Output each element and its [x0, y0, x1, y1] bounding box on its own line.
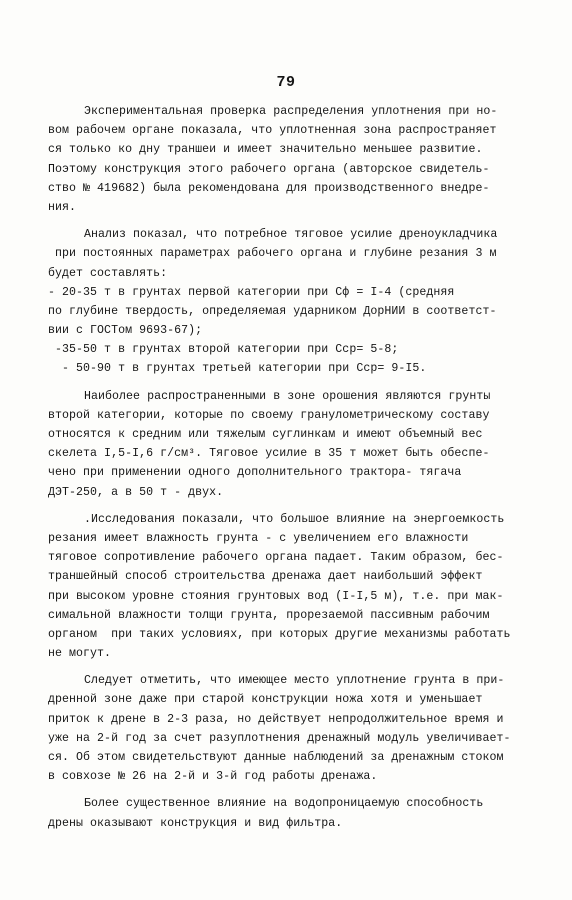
text-line: Наиболее распространенными в зоне орошения являются грунты — [84, 389, 491, 403]
text-line: по глубине твердость, определяемая ударником ДорНИИ в соответст- — [48, 304, 497, 318]
text-line: Более существенное влияние на водопроницаемую способность — [84, 797, 484, 811]
text-line: -35-50 т в грунтах второй категории при Сср= 5-8; — [48, 343, 399, 357]
text-line: при постоянных параметрах рабочего органа и глубине резания 3 м — [48, 247, 497, 261]
text-line: симальной влажности толщи грунта, прорезаемой пассивным рабочим — [48, 608, 490, 622]
text-line: тяговое сопротивление рабочего органа падает. Таким образом, бес- — [48, 551, 504, 565]
text-line: ся. Об этом свидетельствуют данные наблюдений за дренажным стоком — [48, 751, 504, 764]
paragraph-gap — [48, 663, 528, 671]
text-line: дренной зоне даже при старой конструкции ножа хотя и уменьшает — [48, 693, 483, 707]
text-line: вом рабочем органе показала, что уплотненная зона распространяет — [48, 124, 497, 138]
text-line: приток к дрене в 2-3 раза, но действует непродолжительное время и — [48, 712, 504, 726]
paragraph-gap — [48, 217, 528, 225]
paragraph — [48, 671, 528, 786]
text-line: .Исследования показали, что большое влияние на энергоемкость — [84, 512, 505, 526]
text-line: ся только ко дну траншеи и имеет значительно меньшее развитие. — [48, 143, 483, 157]
text-line: дрены оказывают конструкция и вид фильтра. — [48, 816, 343, 830]
paragraph-gap — [48, 379, 528, 387]
text-line: при высоком уровне стояния грунтовых вод (I-I,5 м), т.е. при мак- — [48, 589, 504, 603]
paragraph-gap — [48, 502, 528, 510]
text-line: - 20-35 т в грунтах первой категории при Сф = I-4 (средняя — [48, 285, 455, 299]
paragraph — [48, 102, 528, 217]
text-line: ДЭТ-250, а в 50 т - двух. — [48, 485, 224, 499]
text-line: - 50-90 т в грунтах третьей категории при Сср= 9-I5. — [48, 362, 427, 376]
text-line: органом при таких условиях, при которых другие механизмы работать — [48, 627, 511, 641]
text-line: уже на 2-й год за счет разуплотнения дренажный модуль увеличивает- — [48, 731, 511, 745]
text-line: относятся к средним или тяжелым суглинкам и имеют объемный вес — [48, 428, 483, 441]
text-line: Анализ показал, что потребное тяговое усилие дреноукладчика — [84, 228, 498, 242]
text-line: скелета I,5-I,6 г/см³. Тяговое усилие в 35 т может быть обеспе- — [48, 447, 490, 461]
text-line: в совхозе № 26 на 2-й и 3-й год работы дренажа. — [48, 770, 378, 784]
paragraph — [48, 225, 528, 379]
text-line: Поэтому конструкция этого рабочего органа (авторское свидетель- — [48, 162, 490, 176]
text-line: траншейный способ строительства дренажа дает наибольший эффект — [48, 570, 483, 584]
text-line: Следует отметить, что имеющее место уплотнение грунта в при- — [84, 674, 505, 688]
paragraph — [48, 510, 528, 664]
text-line: не могут. — [48, 647, 112, 661]
text-line: ство № 419682) была рекомендована для производственного внедре- — [48, 181, 490, 195]
paragraph — [48, 387, 528, 502]
text-line: ния. — [48, 200, 77, 214]
text-line: вии с ГОСТом 9693-67); — [48, 324, 203, 338]
text-line: второй категории, которые по своему гранулометрическому составу — [48, 408, 490, 422]
body-text — [48, 102, 528, 833]
text-line: Экспериментальная проверка распределения уплотнения при но- — [84, 105, 498, 118]
text-line: будет составлять: — [48, 266, 168, 280]
text-line: чено при применении одного дополнительного трактора- тягача — [48, 466, 462, 480]
text-line: резания имеет влажность грунта - с увеличением его влажности — [48, 531, 469, 545]
paragraph — [48, 794, 528, 832]
page-number: 79 — [276, 74, 296, 91]
paragraph-gap — [48, 786, 528, 794]
